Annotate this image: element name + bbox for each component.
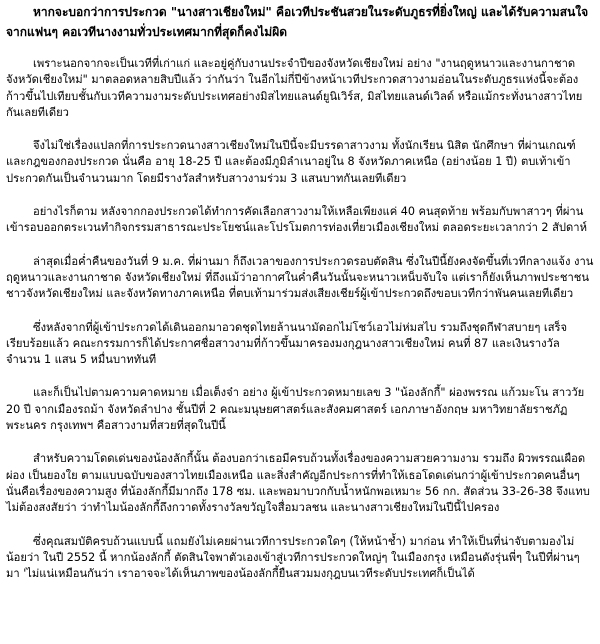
article-paragraph: ซึ่งคุณสมบัติครบถ้วนแบบนี้ แถมยังไม่เคยผ่านเวทีการประกวดใดๆ (ให้หน้าช้ำ) มาก่อน ทำให้เป็นที่น่าจับตามองไม่น้อยว่า ในปี 2552 นี้ หากน้องลักกี้ ตัดสินใจพาตัวเองเข้าสู่เวทีการประกวดใหญ่ๆ ในเมืองกรุง เหมือนดังรุ่นพี่ๆ ในปีที่ผ่านๆ มา 'ไม่แน่เหมือนกันว่า เราอาจจะได้เห็นภาพของน้องลักกี้ยืนสวมมงกุฎบนเวทีระดับประเทศก็เป็นได้ xyxy=(6,534,580,581)
article-paragraph: สำหรับความโดดเด่นของน้องลักกี้นั้น ต้องบอกว่าเธอมีครบถ้วนทั้งเรื่องของความสวยความงาม รวมถึง ผิวพรรณเผือดผ่อง เป็นยองใย ตามแบบฉบับของสาวไทยเมืองเหนือ และสิ่งสำคัญอีกประการที่ทำให้เธอโดดเด่นกว่าผู้เข้าประกวดคนอื่นๆ นั่นคือเรื่องของความสูง ที่น้องลักกี้มีมากถึง 178 ซม. และพอมาบวกกับน้ำหนักพอเหมาะ 56 กก. สัดส่วน 33-26-38 จึงแทบไม่ต้องสงสัยว่า ว่าทำไมน้องลักกี้ถึงกวาดทั้งรางวัลขวัญใจสื่อมวลชน และนางสาวเชียงใหม่ในปีนี้ไปครอง xyxy=(6,452,590,515)
article-paragraph: ล่าสุดเมื่อค่ำคืนของวันที่ 9 ม.ค. ที่ผ่านมา ก็ถึงเวลาของการประกวดรอบตัดสิน ซึ่งในปีนี้ยังคงจัดขึ้นที่เวทีกลางแจ้ง งานฤดูหนาวและงานกาชาด จังหวัดเชียงใหม่ ที่ถึงแม้ว่าอากาศในค่ำคืนวันนั้นจะหนาวเหน็บจับใจ แต่เราก็ยังเห็นภาพประชาชนชาวจังหวัดเชียงใหม่ และจังหวัดทางภาคเหนือ ที่ตบเท้ามาร่วมส่งเสียงเชียร์ผู้เข้าประกวดถึงขอบเวทีกว่าพันคนเลยทีเดียว xyxy=(6,254,594,301)
article-paragraph: เพราะนอกจากจะเป็นเวทีที่เก่าแก่ และอยู่คู่กับงานประจำปีของจังหวัดเชียงใหม่ อย่าง "งานฤดูหนาวและงานกาชาด จังหวัดเชียงใหม่" มาตลอดหลายสิบปีแล้ว ว่ากันว่า ในอีกไม่กี่ปีข้างหน้าเวทีประกวดสาวงามอ่อนในระดับภูธรแห่งนี้จะต้องก้าวขึ้นไปเทียบชั้นกับเวทีความงามระดับประเทศอย่างมิสไทยแลนด์ยูนิเวิร์ส, มิสไทยแลนด์เวิลด์ หรือแม้กระทั่งนางสาวไทย กันเลยทีเดียว xyxy=(6,57,583,119)
article-headline: หากจะบอกว่าการประกวด "นางสาวเชียงใหม่" คือเวทีประชันสวยในระดับภูธรที่ยิ่งใหญ่ และได้รับความสนใจจากแฟนๆ คอเวทีนางงามทั่วประเทศมากที่สุดก็คงไม่ผิด xyxy=(6,5,589,39)
article-paragraph: จึงไม่ใช่เรื่องแปลกที่การประกวดนางสาวเชียงใหม่ในปีนี้จะมีบรรดาสาวงาม ทั้งนักเรียน นิสิต นักศึกษา ที่ผ่านเกณฑ์ และกฎของกองประกวด นั่นคือ อายุ 18-25 ปี และต้องมีภูมิลำเนาอยู่ใน 8 จังหวัดภาคเหนือ (อย่างน้อย 1 ปี) ตบเท้าเข้าประกวดกันเป็นจำนวนมาก โดยมีรางวัลสำหรับสาวงามร่วม 3 แสนบาทกันเลยทีเดียว xyxy=(6,139,576,185)
article-paragraph: ซึ่งหลังจากที่ผู้เข้าประกวดได้เดินออกมาอวดชุดไทยล้านนามัดอกไม่โชว์เอวไม่ห่มสไบ รวมถึงชุดกีฬาสบายๆ เสร็จเรียบร้อยแล้ว คณะกรรมการก็ได้ประกาศชื่อสาวงามที่ก้าวขึ้นมาครองมงกุฎนางสาวเชียงใหม่ คนที่ 87 และเงินรางวัลจำนวน 1 แสน 5 หมื่นบาททันที xyxy=(6,320,568,367)
article-paragraph: และก็เป็นไปตามความคาดหมาย เมื่อเต็งจ๋า อย่าง ผู้เข้าประกวดหมายเลข 3 "น้องลักกี้" ผ่องพรรณ แก้วมะโน สาววัย 20 ปี จากเมืองรถม้า จังหวัดลำปาง ชั้นปีที่ 2 คณะมนุษยศาสตร์และสังคมศาสตร์ เอกภาษาอังกฤษ มหาวิทยาลัยราชภัฏพระนคร กรุงเทพฯ คือสาวงามที่สวยที่สุดในปีนี้ xyxy=(6,386,585,433)
article-paragraph: อย่างไรก็ตาม หลังจากกองประกวดได้ทำการคัดเลือกสาวงามให้เหลือเพียงแค่ 40 คนสุดท้าย พร้อมกับพาสาวๆ ที่ผ่านเข้ารอบออกตระเวนทำกิจกรรมสาธารณะประโยชน์และโปรโมตการท่องเที่ยวเมืองเชียงใหม่ ตลอดระยะเวลากว่า 2 สัปดาห์ xyxy=(6,205,587,235)
